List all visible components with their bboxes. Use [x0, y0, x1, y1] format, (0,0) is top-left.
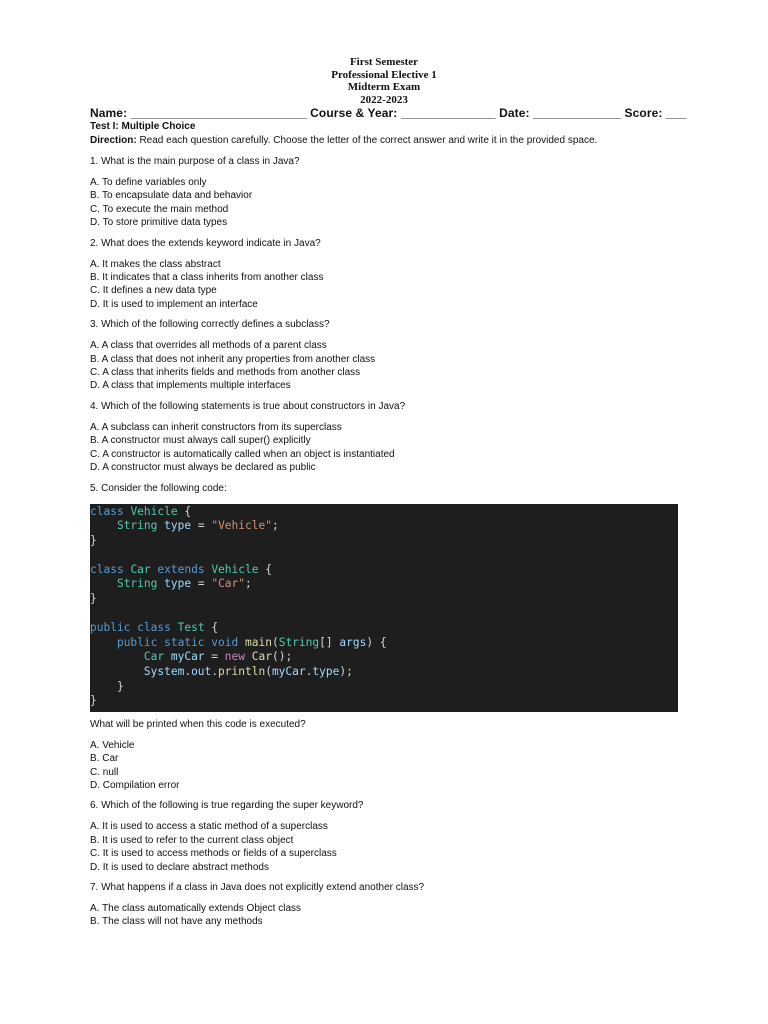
question-text: 1. What is the main purpose of a class in Java?	[90, 156, 300, 167]
code-token: System	[143, 665, 185, 679]
code-token: println	[218, 665, 266, 679]
option-b: B. Car	[90, 753, 119, 765]
option-d: D. A class that implements multiple interfaces	[90, 380, 291, 392]
question-followup: What will be printed when this code is executed?	[90, 718, 306, 730]
option-b: B. It is used to refer to the current class object	[90, 834, 294, 846]
code-token: (	[271, 635, 279, 649]
exam-page	[90, 56, 687, 929]
code-token: void	[211, 635, 239, 649]
code-token: }	[116, 679, 124, 693]
code-token: =	[211, 650, 219, 664]
code-token: )	[366, 635, 374, 649]
code-token: String	[116, 519, 158, 533]
code-token: );	[339, 665, 353, 679]
option-a: A. A subclass can inherit constructors from its superclass	[90, 421, 342, 433]
question-1	[90, 155, 678, 230]
question-text: 3. Which of the following correctly defines a subclass?	[90, 319, 330, 331]
exam-header	[90, 56, 678, 106]
option-b: B. It indicates that a class inherits from another class	[90, 272, 324, 284]
code-token: main	[245, 635, 272, 649]
code-token: class	[137, 621, 171, 635]
option-d: D. To store primitive data types	[90, 217, 228, 229]
option-a: A. Vehicle	[90, 739, 135, 751]
option-c: C. A constructor is automatically called when an object is instantiated	[90, 448, 395, 460]
question-text: 7. What happens if a class in Java does not explicitly extend another class?	[90, 882, 425, 894]
code-token: .	[305, 665, 313, 679]
option-b: B. A constructor must always call super() explicitly	[90, 435, 311, 447]
exam-type-line: Midterm Exam	[347, 81, 421, 93]
option-d: D. It is used to implement an interface	[90, 298, 258, 310]
direction-text	[90, 134, 678, 148]
code-token: new	[224, 650, 246, 664]
question-4	[90, 400, 678, 475]
direction-body: Read each question carefully. Choose the letter of the correct answer and write it in the provided space.	[136, 135, 598, 146]
option-a: A. A class that overrides all methods of a parent class	[90, 340, 327, 352]
code-token: extends	[157, 562, 205, 576]
code-token: "Vehicle"	[211, 519, 272, 533]
question-2	[90, 237, 678, 312]
code-token: {	[379, 635, 387, 649]
option-a: A. The class automatically extends Object class	[90, 903, 302, 915]
option-d: D. Compilation error	[90, 780, 180, 792]
code-token: class	[90, 504, 124, 518]
code-token: public	[90, 621, 131, 635]
code-block	[90, 504, 678, 712]
code-token: Test	[177, 621, 205, 635]
code-token: Vehicle	[130, 504, 178, 518]
option-a: A. To define variables only	[90, 177, 207, 188]
code-token: }	[90, 533, 97, 547]
option-d: D. A constructor must always be declared as public	[90, 462, 316, 474]
code-token: type	[312, 665, 340, 679]
semester-line: First Semester	[349, 56, 419, 68]
code-token: =	[197, 519, 205, 533]
code-token: class	[90, 562, 124, 576]
test-title: Test I: Multiple Choice	[90, 121, 196, 132]
code-token: myCar	[170, 650, 205, 664]
option-a: A. It is used to access a static method of a superclass	[90, 821, 328, 833]
code-token: .	[211, 665, 219, 679]
code-token: {	[265, 562, 272, 576]
code-token: (	[265, 665, 272, 679]
direction-label: Direction:	[90, 135, 137, 146]
code-token: {	[211, 621, 219, 635]
code-token: .	[184, 665, 192, 679]
question-text: 6. Which of the following is true regarding the super keyword?	[90, 800, 364, 812]
code-token: type	[164, 519, 192, 533]
code-token: out	[191, 665, 212, 679]
school-year-line: 2022-2023	[360, 93, 408, 106]
question-6	[90, 799, 678, 874]
code-token: {	[184, 504, 192, 518]
code-token: public	[116, 635, 158, 649]
question-7	[90, 881, 678, 929]
option-b: B. To encapsulate data and behavior	[90, 190, 253, 202]
option-a: A. It makes the class abstract	[90, 258, 221, 270]
code-token: "Car"	[211, 577, 246, 591]
option-b: B. The class will not have any methods	[90, 916, 263, 928]
code-token: String	[116, 577, 158, 591]
code-token: static	[164, 635, 205, 649]
question-text: 5. Consider the following code:	[90, 482, 227, 494]
option-c: C. null	[90, 766, 119, 778]
question-3	[90, 318, 678, 393]
code-token: myCar	[271, 665, 306, 679]
question-text: 2. What does the extends keyword indicate in Java?	[90, 237, 321, 249]
code-token: Car	[130, 562, 151, 576]
option-c: C. It defines a new data type	[90, 285, 217, 297]
code-token: args	[339, 635, 367, 649]
option-b: B. A class that does not inherit any properties from another class	[90, 353, 376, 365]
code-token: Vehicle	[211, 562, 259, 576]
option-c: C. To execute the main method	[90, 203, 229, 215]
code-token: Car	[251, 650, 272, 664]
code-token: }	[90, 592, 97, 606]
option-c: C. It is used to access methods or fields of a superclass	[90, 848, 337, 860]
code-token: type	[164, 577, 192, 591]
student-info-row: Name: __________________________ Course & Year: ______________ Date: _____________ Score: ___	[90, 106, 687, 120]
code-token: ();	[271, 650, 293, 664]
question-text: 4. Which of the following statements is true about constructors in Java?	[90, 400, 406, 412]
question-5	[90, 482, 678, 793]
option-c: C. A class that inherits fields and methods from another class	[90, 367, 361, 379]
code-token: =	[197, 577, 205, 591]
code-token: []	[319, 635, 333, 649]
code-token: ;	[245, 577, 252, 591]
code-token: }	[90, 694, 97, 708]
code-token: ;	[271, 519, 279, 533]
code-token: String	[278, 635, 320, 649]
course-line: Professional Elective 1	[331, 68, 437, 81]
code-token: Car	[143, 650, 165, 664]
option-d: D. It is used to declare abstract methods	[90, 861, 269, 873]
